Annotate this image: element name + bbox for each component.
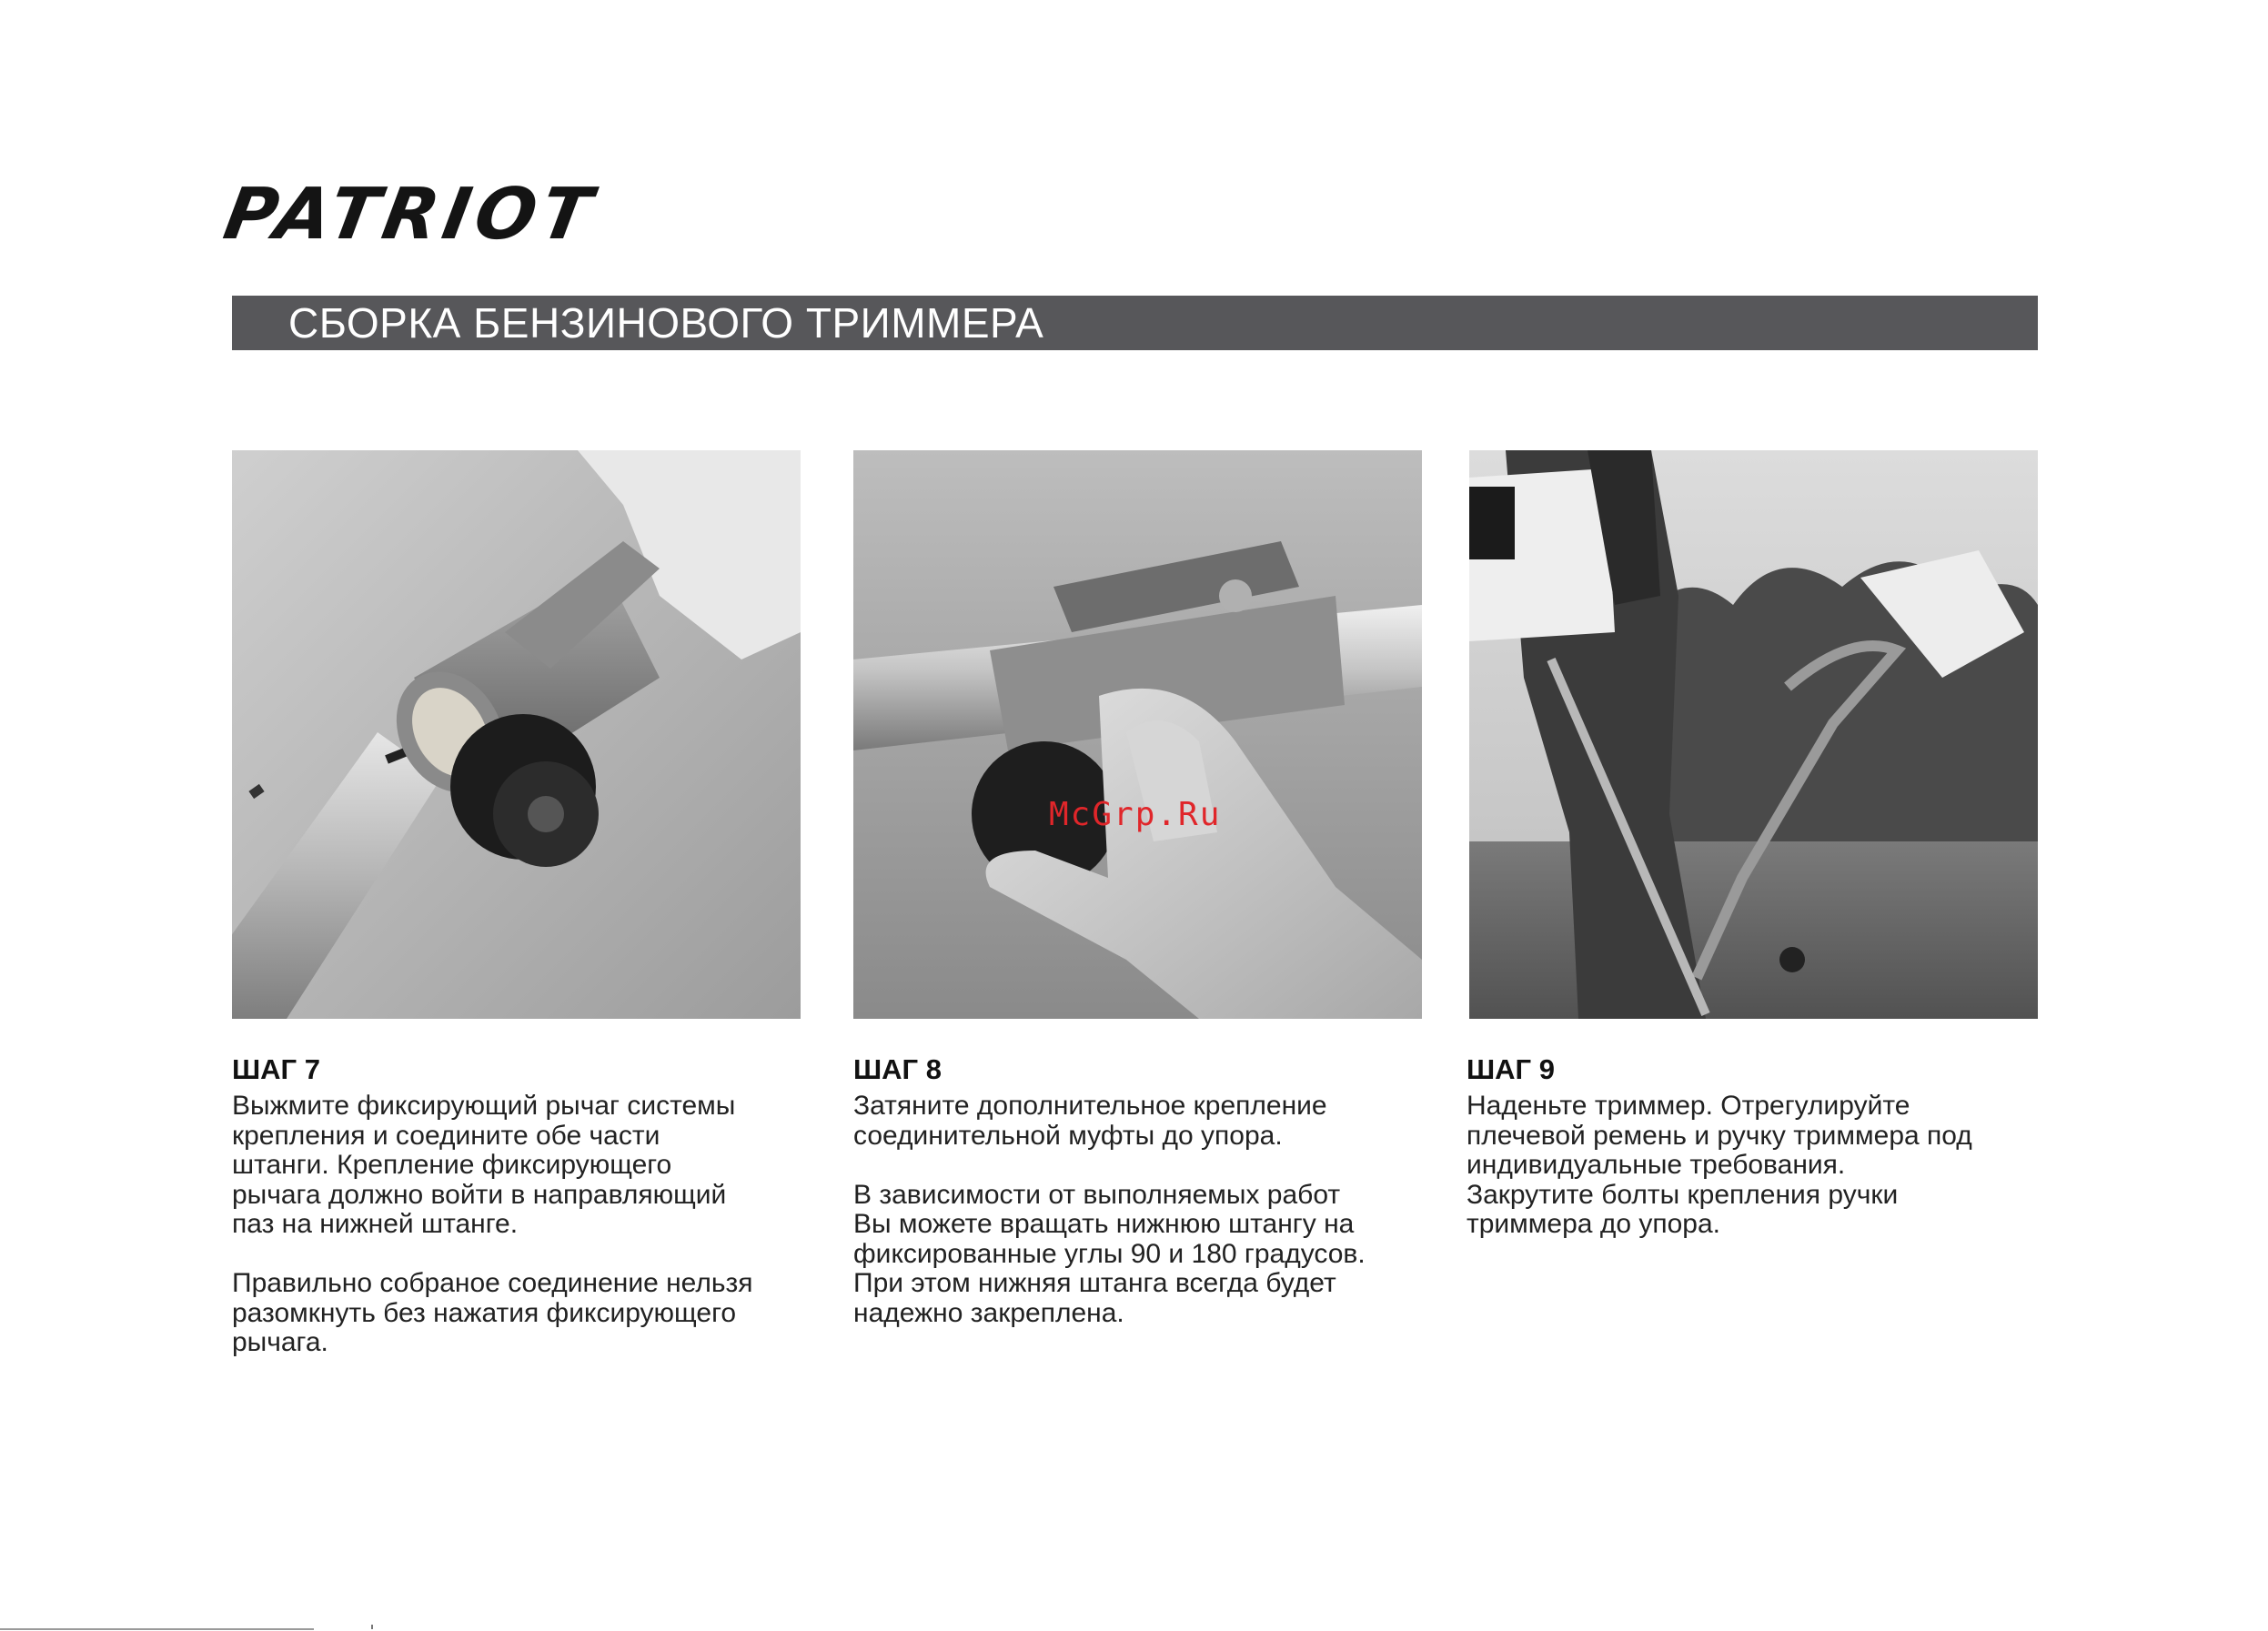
step-8-title: ШАГ 8 [853,1053,942,1085]
footer-divider [0,1628,314,1630]
operator-with-trimmer-photo-icon [1469,450,2038,1019]
step-7-photo [232,450,801,1019]
knob-tightening-photo-icon [853,450,1422,1019]
footer-tick-mark [371,1625,373,1629]
section-title: СБОРКА БЕНЗИНОВОГО ТРИММЕРА [288,299,1044,347]
section-title-bar [232,296,2038,350]
step-9-text: Наденьте триммер. Отрегулируйте плечевой ремень и ручку триммера под индивидуальные требования. Закрутите болты крепления ручки триммера до упора. [1467,1091,1972,1239]
watermark-text: McGrp.Ru [1049,796,1222,833]
step-8-photo [853,450,1422,1019]
step-9-title: ШАГ 9 [1467,1053,1555,1085]
step-8-text: Затяните дополнительное крепление соединительной муфты до упора. В зависимости от выполняемых работ Вы можете вращать нижнюю штангу на фиксированные углы 90 и 180 градусов. При этом нижняя штанга всегда будет надежно закреплена. [853,1091,1366,1328]
brand-logo: PATRIOT [217,174,603,256]
step-9-block [1467,1053,2040,1240]
step-9-photo [1469,450,2038,1019]
step-7-text: Выжмите фиксирующий рычаг системы крепления и соедините обе части штанги. Крепление фиксирующего рычага должно войти в направляющий паз на нижней штанге. Правильно собраное соединение нельзя разомкнуть без нажатия фиксирующего рычага. [232,1091,753,1357]
step-8-block [853,1053,1436,1328]
pole-coupling-photo-icon [232,450,801,1019]
step-7-block [232,1053,814,1358]
step-7-title: ШАГ 7 [232,1053,320,1085]
